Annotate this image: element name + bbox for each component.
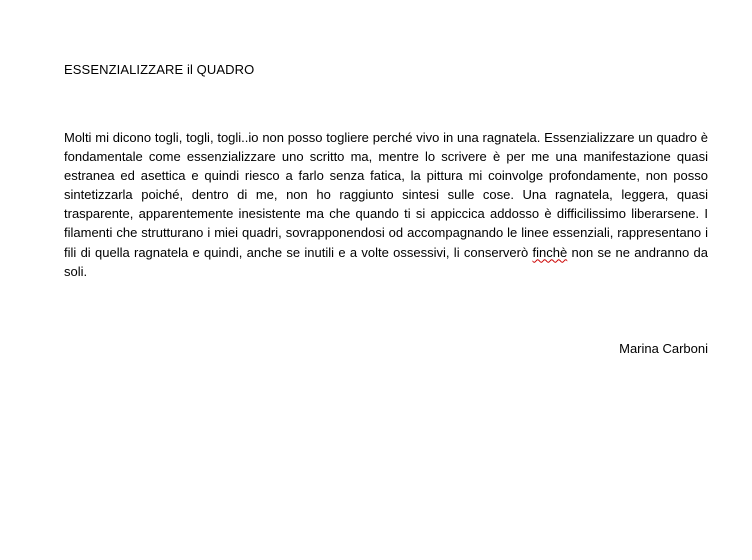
body-text-part-2: non se ne andranno da soli. (64, 244, 708, 279)
author-signature: Marina Carboni (619, 341, 708, 356)
spellcheck-flagged-word: finchè (532, 244, 568, 260)
document-body (64, 128, 708, 281)
body-text-part-1: Molti mi dicono togli, togli, togli..io non posso togliere perché vivo in una ragnatela. Essenzializzare un quadro è fondamentale come essenzializzare uno scritto ma, mentre lo scrivere è per me una manifestazione quasi estranea ed asettica e quindi riesco a farlo senza fatica, la pittura mi coinvolge profondamente, non posso sintetizzarla poiché, dentro di me, non ho raggiunto sintesi sulle cose. Una ragnatela, leggera, quasi trasparente, apparentemente inesistente ma che quando ti si appiccica addosso è difficilissimo liberarsene. I filamenti che strutturano i miei quadri, sovrapponendosi od accompagnando le linee essenziali, rappresentano i fili di quella ragnatela e quindi, anche se inutili e a volte ossessivi, li conserverò (64, 130, 708, 260)
document-title: ESSENZIALIZZARE il QUADRO (64, 62, 255, 77)
